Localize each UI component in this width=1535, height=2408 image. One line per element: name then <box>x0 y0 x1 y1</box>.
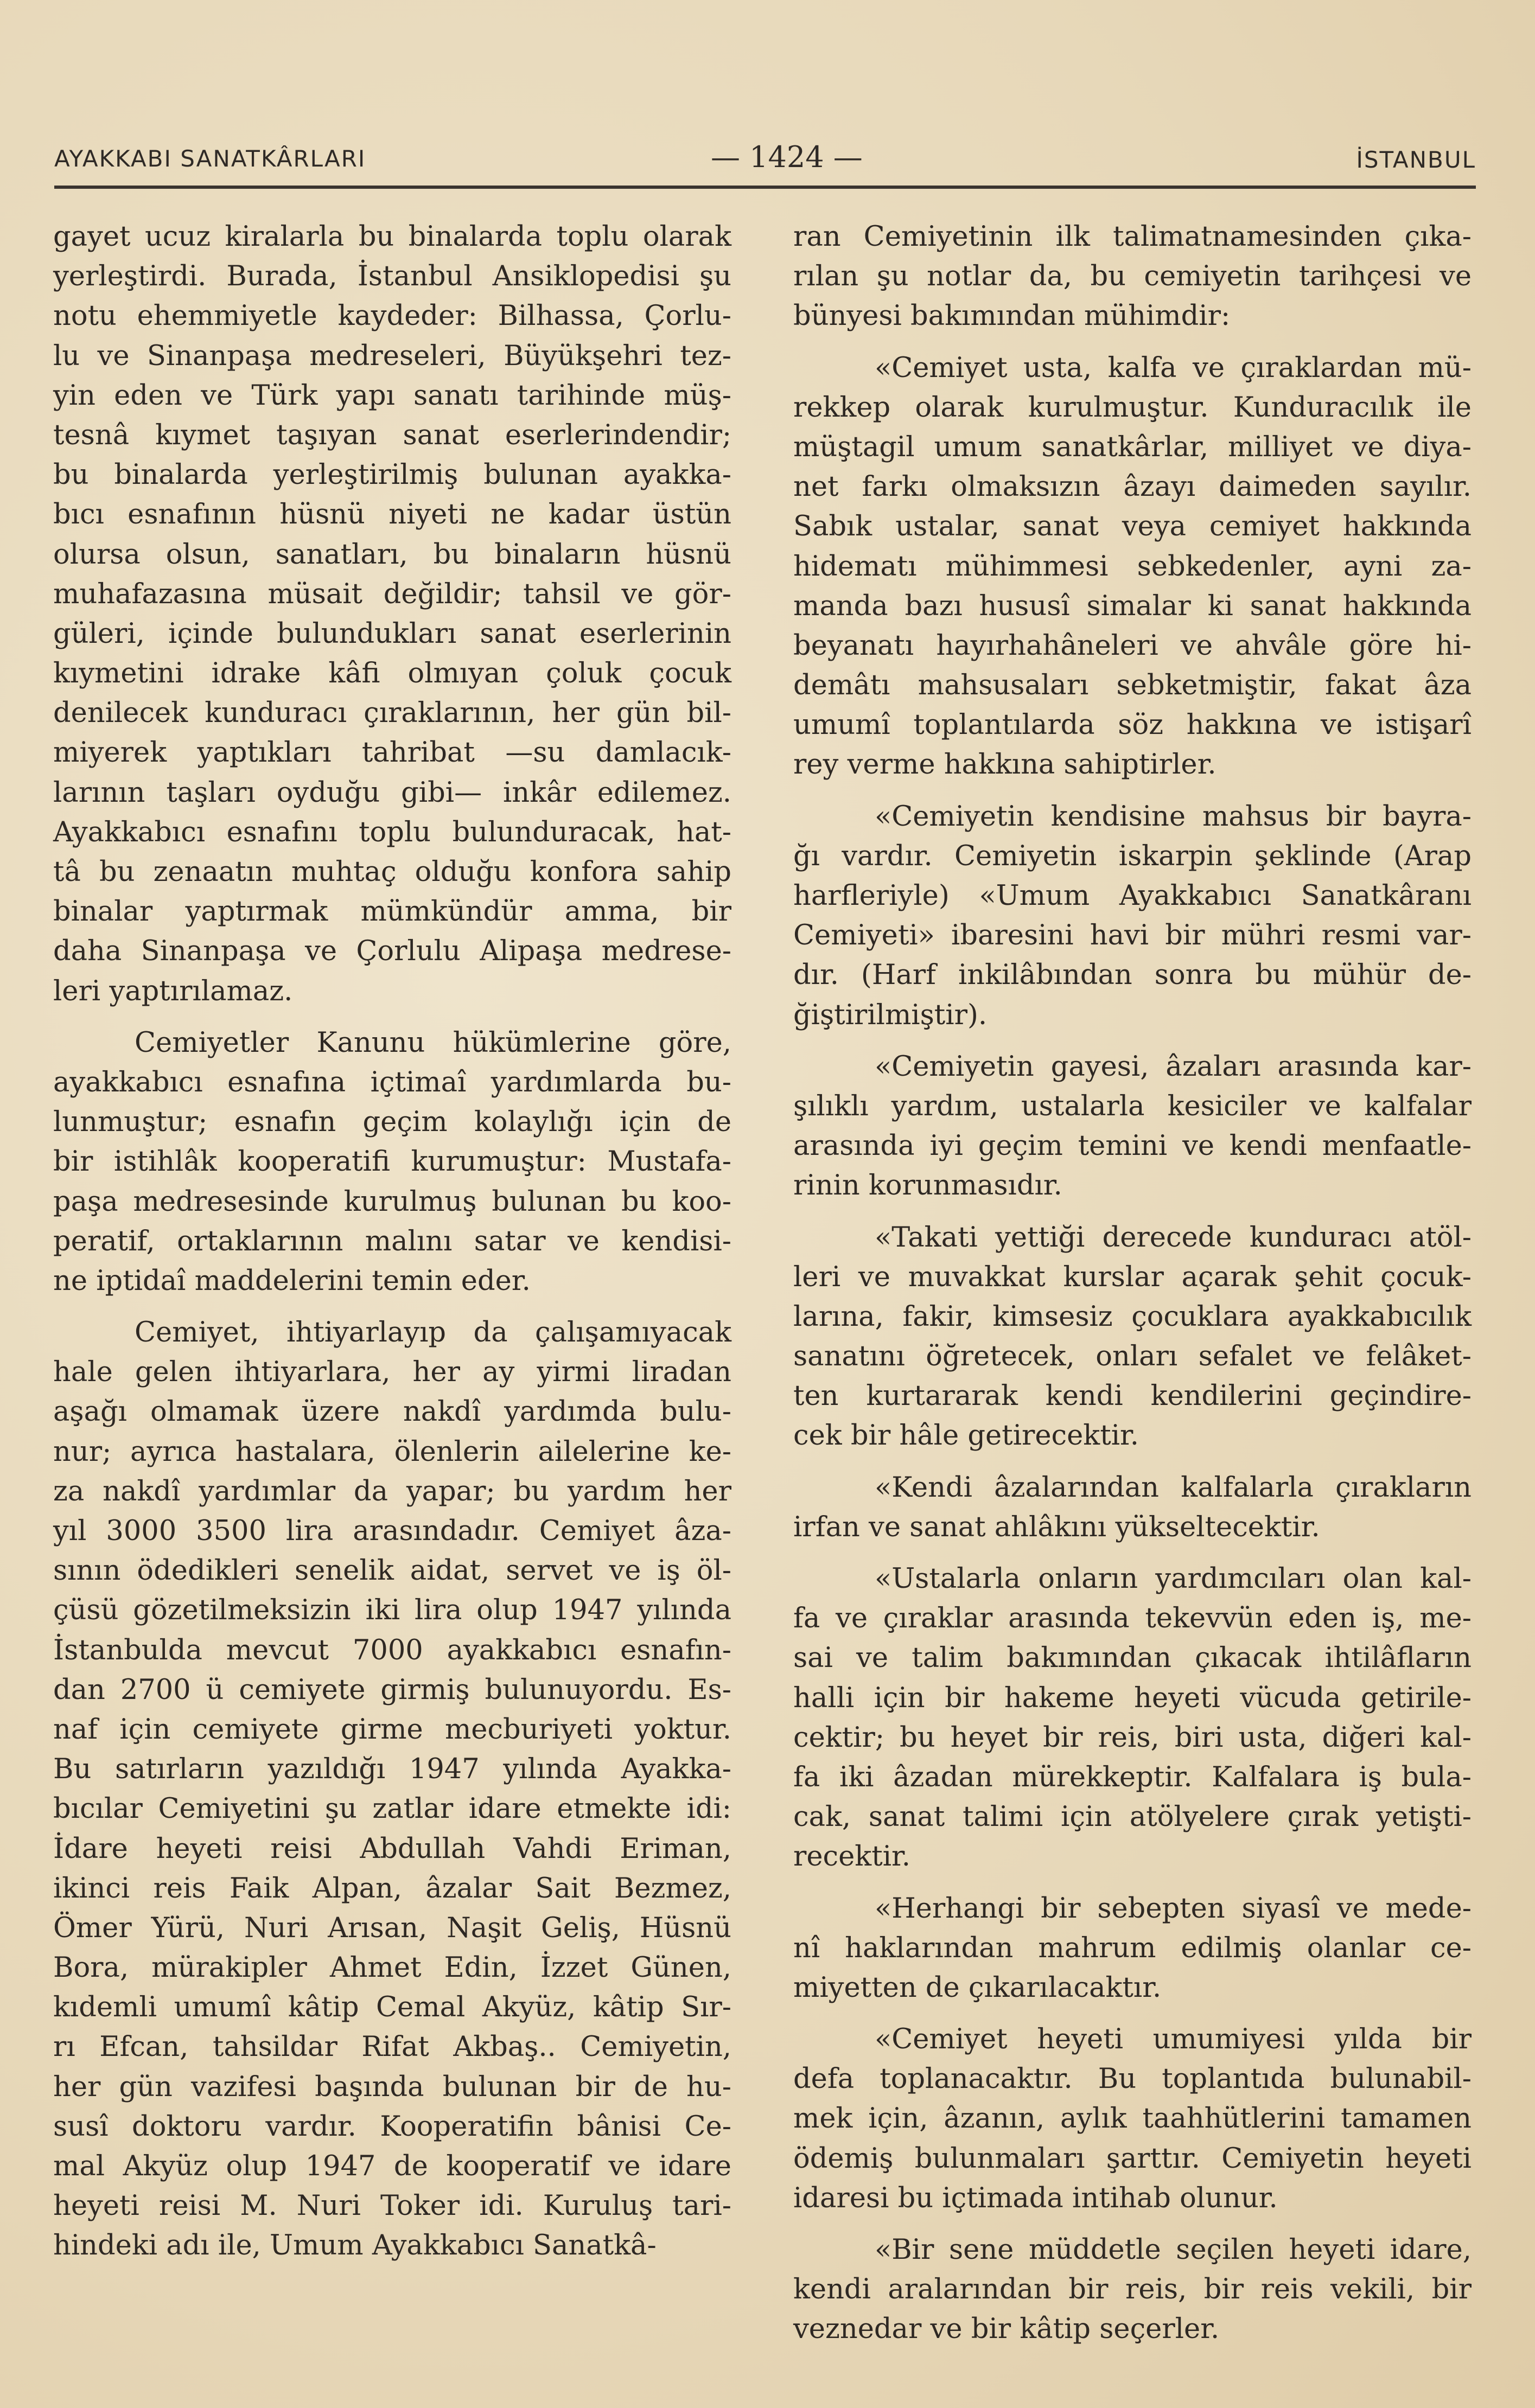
text-line: heyeti reisi M. Nuri Toker idi. Kuruluş tari- <box>53 2190 731 2222</box>
text-line: muhafazasına müsait değildir; tahsil ve gör- <box>53 578 731 610</box>
text-line: aşağı olmamak üzere nakdî yardımda bulu- <box>53 1396 731 1428</box>
text-line: idaresi bu içtimada intihab olunur. <box>793 2182 1278 2214</box>
text-line: beyanatı hayırhahâneleri ve ahvâle göre hi- <box>793 629 1472 662</box>
text-line: «Bir sene müddetle seçilen heyeti idare, <box>875 2234 1472 2266</box>
text-line: harfleriyle) «Umum Ayakkabıcı Sanatkâranı <box>793 880 1472 912</box>
text-line: güleri, içinde bulundukları sanat eserlerinin <box>53 617 731 650</box>
text-line: mal Akyüz olup 1947 de kooperatif ve idare <box>53 2150 731 2182</box>
text-line: mek için, âzanın, aylık taahhütlerini tamamen <box>793 2103 1472 2135</box>
paragraph <box>793 1047 1472 1206</box>
text-line: tesnâ kıymet taşıyan sanat eserlerindendir; <box>53 419 731 451</box>
paragraph-gap <box>793 785 1472 797</box>
text-line: hidematı mühimmesi sebkedenler, ayni za- <box>793 550 1472 583</box>
text-line: «Cemiyet usta, kalfa ve çıraklardan mü- <box>875 352 1472 384</box>
paragraph <box>793 1468 1472 1547</box>
text-line: «Herhangi bir sebepten siyasî ve mede- <box>875 1892 1472 1925</box>
text-line: denilecek kunduracı çıraklarının, her gün bil- <box>53 697 731 730</box>
text-line: lunmuştur; esnafın geçim kolaylığı için de <box>53 1106 731 1139</box>
text-line: hale gelen ihtiyarlara, her ay yirmi liradan <box>53 1356 731 1389</box>
text-line: miyerek yaptıkları tahribat —su damlacık- <box>53 737 731 769</box>
text-line: lu ve Sinanpaşa medreseleri, Büyükşehri tez- <box>53 340 731 372</box>
text-line: ğiştirilmiştir). <box>793 999 988 1031</box>
text-line: cektir; bu heyet bir reis, biri usta, diğeri kal- <box>793 1721 1472 1754</box>
text-line: halli için bir hakeme heyeti vücuda getirile- <box>793 1682 1472 1714</box>
paragraph <box>53 1023 731 1301</box>
text-line: İdare heyeti reisi Abdullah Vahdi Eriman, <box>53 1832 731 1865</box>
paragraph <box>793 2020 1472 2218</box>
text-line: nî haklarından mahrum edilmiş olanlar ce- <box>793 1932 1472 1964</box>
paragraph <box>53 217 731 1011</box>
paragraph-gap <box>793 2218 1472 2230</box>
text-line: Sabık ustalar, sanat veya cemiyet hakkında <box>793 510 1472 543</box>
paragraph-gap <box>53 1011 731 1023</box>
text-line: bıcı esnafının hüsnü niyeti ne kadar üstün <box>53 499 731 531</box>
text-line: çüsü gözetilmeksizin iki lira olup 1947 yılında <box>53 1594 731 1627</box>
running-title-right: İSTANBUL <box>1356 146 1476 173</box>
text-line: sanatını öğretecek, onları sefalet ve felâket- <box>793 1340 1472 1373</box>
text-line: Ömer Yürü, Nuri Arısan, Naşit Geliş, Hüsnü <box>53 1912 731 1944</box>
text-line: sının ödedikleri senelik aidat, servet ve iş öl- <box>53 1555 731 1587</box>
text-line: cek bir hâle getirecektir. <box>793 1420 1139 1452</box>
paragraph-gap <box>793 336 1472 348</box>
text-line: dır. (Harf inkilâbından sonra bu mühür de- <box>793 959 1472 992</box>
text-line: irfan ve sanat ahlâkını yükseltecektir. <box>793 1511 1320 1543</box>
text-line: Cemiyetler Kanunu hükümlerine göre, <box>135 1026 731 1059</box>
text-line: leri yaptırılamaz. <box>53 975 293 1007</box>
text-line: rey verme hakkına sahiptirler. <box>793 749 1216 781</box>
paragraph <box>793 348 1472 785</box>
text-line: yıl 3000 3500 lira arasındadır. Cemiyet âza- <box>53 1515 731 1547</box>
text-line: olursa olsun, sanatları, bu binaların hüsnü <box>53 538 731 571</box>
page-header <box>54 139 1476 182</box>
text-line: «Cemiyetin kendisine mahsus bir bayra- <box>875 800 1472 833</box>
text-line: «Kendi âzalarından kalfalarla çırakların <box>875 1471 1472 1504</box>
text-line: Bora, mürakipler Ahmet Edin, İzzet Günen, <box>53 1952 731 1984</box>
text-line: kıymetini idrake kâfi olmıyan çoluk çocuk <box>53 657 731 690</box>
text-line: naf için cemiyete girme mecburiyeti yoktur. <box>53 1713 731 1746</box>
paragraph <box>793 797 1472 1035</box>
page-number: — 1424 — <box>711 140 863 174</box>
paragraph <box>793 1218 1472 1456</box>
paragraph-gap <box>793 1547 1472 1559</box>
text-line: fa iki âzadan mürekkeptir. Kalfalara iş bula- <box>793 1761 1472 1793</box>
paragraph-gap <box>793 1206 1472 1218</box>
text-line: Bu satırların yazıldığı 1947 yılında Ayakka- <box>53 1753 731 1786</box>
paragraph <box>793 1559 1472 1877</box>
text-line: hindeki adı ile, Umum Ayakkabıcı Sanatkâ- <box>53 2230 657 2262</box>
text-line: «Cemiyet heyeti umumiyesi yılda bir <box>875 2023 1472 2056</box>
text-line: veznedar ve bir kâtip seçerler. <box>793 2313 1220 2346</box>
text-line: notu ehemmiyetle kaydeder: Bilhassa, Çorlu- <box>53 300 731 333</box>
text-line: Cemiyet, ihtiyarlayıp da çalışamıyacak <box>135 1317 731 1349</box>
text-line: yin eden ve Türk yapı sanatı tarihinde müş- <box>53 379 731 412</box>
text-line: demâtı mahsusaları sebketmiştir, fakat âza <box>793 669 1472 702</box>
text-line: şılıklı yardım, ustalarla kesiciler ve kalfalar <box>793 1090 1472 1122</box>
text-line: «Cemiyetin gayesi, âzaları arasında kar- <box>875 1050 1472 1083</box>
text-line: rılan şu notlar da, bu cemiyetin tarihçesi ve <box>793 260 1472 293</box>
paragraph-gap <box>793 1877 1472 1889</box>
text-line: gayet ucuz kiralarla bu binalarda toplu olarak <box>53 221 731 253</box>
text-line: nur; ayrıca hastalara, ölenlerin ailelerine ke- <box>53 1435 731 1468</box>
text-line: her gün vazifesi başında bulunan bir de hu- <box>53 2071 731 2103</box>
text-line: sai ve talim bakımından çıkacak ihtilâfların <box>793 1642 1472 1675</box>
text-line: za nakdî yardımlar da yapar; bu yardım her <box>53 1475 731 1508</box>
text-line: kendi aralarından bir reis, bir reis vekili, bir <box>793 2273 1472 2306</box>
text-line: cak, sanat talimi için atölyelere çırak yetişti- <box>793 1801 1472 1834</box>
text-line: bünyesi bakımından mühimdir: <box>793 300 1231 333</box>
text-line: ran Cemiyetinin ilk talimatnamesinden çıka- <box>793 221 1472 253</box>
paragraph <box>53 1313 731 2266</box>
paragraph-gap <box>793 2008 1472 2020</box>
header-rule <box>54 186 1476 189</box>
text-line: miyetten de çıkarılacaktır. <box>793 1971 1162 2004</box>
text-line: susî doktoru vardır. Kooperatifin bânisi Ce- <box>53 2110 731 2143</box>
text-line: arasında iyi geçim temini ve kendi menfaatle- <box>793 1130 1472 1163</box>
text-line: rı Efcan, tahsildar Rifat Akbaş.. Cemiyetin, <box>53 2031 731 2064</box>
text-line: manda bazı hususî simalar ki sanat hakkında <box>793 590 1472 622</box>
text-line: tâ bu zenaatın muhtaç olduğu konfora sahip <box>53 856 731 888</box>
text-line: Ayakkabıcı esnafını toplu bulunduracak, hat- <box>53 816 731 848</box>
text-line: bu binalarda yerleştirilmiş bulunan ayakka- <box>53 459 731 491</box>
running-title-left: AYAKKABI SANATKÂRLARI <box>54 145 366 172</box>
text-line: kıdemli umumî kâtip Cemal Akyüz, kâtip Sır- <box>53 1991 731 2024</box>
text-line: yerleştirdi. Burada, İstanbul Ansiklopedisi şu <box>53 260 731 293</box>
text-line: «Ustalarla onların yardımcıları olan kal- <box>875 1563 1472 1595</box>
paragraph <box>793 2230 1472 2349</box>
text-line: bıcılar Cemiyetini şu zatlar idare etmekte idi: <box>53 1793 731 1825</box>
text-line: İstanbulda mevcut 7000 ayakkabıcı esnafın- <box>53 1634 731 1666</box>
paragraph <box>793 217 1472 336</box>
text-line: rekkep olarak kurulmuştur. Kunduracılık ile <box>793 391 1472 424</box>
text-line: ödemiş bulunmaları şarttır. Cemiyetin heyeti <box>793 2142 1472 2175</box>
text-line: Cemiyeti» ibaresini havi bir mühri resmi var- <box>793 919 1472 952</box>
text-line: ne iptidaî maddelerini temin eder. <box>53 1264 531 1297</box>
text-line: ayakkabıcı esnafına içtimaî yardımlarda bu- <box>53 1066 731 1098</box>
paragraph <box>793 1889 1472 2008</box>
text-line: defa toplanacaktır. Bu toplantıda bulunabil- <box>793 2063 1472 2096</box>
text-line: recektir. <box>793 1841 911 1873</box>
text-line: peratif, ortaklarının malını satar ve kendisi- <box>53 1225 731 1257</box>
text-line: net farkı olmaksızın âzayı daimeden sayılır. <box>793 471 1472 503</box>
text-line: ğı vardır. Cemiyetin iskarpin şeklinde (Arap <box>793 840 1472 872</box>
text-line: dan 2700 ü cemiyete girmiş bulunuyordu. Es- <box>53 1674 731 1706</box>
text-line: binalar yaptırmak mümkündür amma, bir <box>53 896 731 928</box>
text-line: paşa medresesinde kurulmuş bulunan bu koo- <box>53 1185 731 1218</box>
text-line: umumî toplantılarda söz hakkına ve istişarî <box>793 709 1472 742</box>
text-line: larının taşları oyduğu gibi— inkâr edilemez. <box>53 776 731 809</box>
text-line: müştagil umum sanatkârlar, milliyet ve diya- <box>793 431 1472 463</box>
text-line: rinin korunmasıdır. <box>793 1170 1062 1202</box>
text-line: daha Sinanpaşa ve Çorlulu Alipaşa medrese- <box>53 935 731 968</box>
paragraph-gap <box>793 1456 1472 1468</box>
text-line: leri ve muvakkat kurslar açarak şehit çocuk- <box>793 1261 1472 1293</box>
left-column <box>53 217 731 2266</box>
text-line: larına, fakir, kimsesiz çocuklara ayakkabıcılık <box>793 1300 1472 1333</box>
right-column <box>793 217 1472 2349</box>
paragraph-gap <box>53 1301 731 1313</box>
text-line: bir istihlâk kooperatifi kurumuştur: Mustafa- <box>53 1146 731 1178</box>
text-line: fa ve çıraklar arasında tekevvün eden iş, me- <box>793 1602 1472 1635</box>
text-line: ten kurtararak kendi kendilerini geçindire- <box>793 1380 1472 1413</box>
paragraph-gap <box>793 1035 1472 1047</box>
text-line: ikinci reis Faik Alpan, âzalar Sait Bezmez, <box>53 1872 731 1905</box>
text-line: «Takati yettiği derecede kunduracı atöl- <box>875 1221 1472 1254</box>
